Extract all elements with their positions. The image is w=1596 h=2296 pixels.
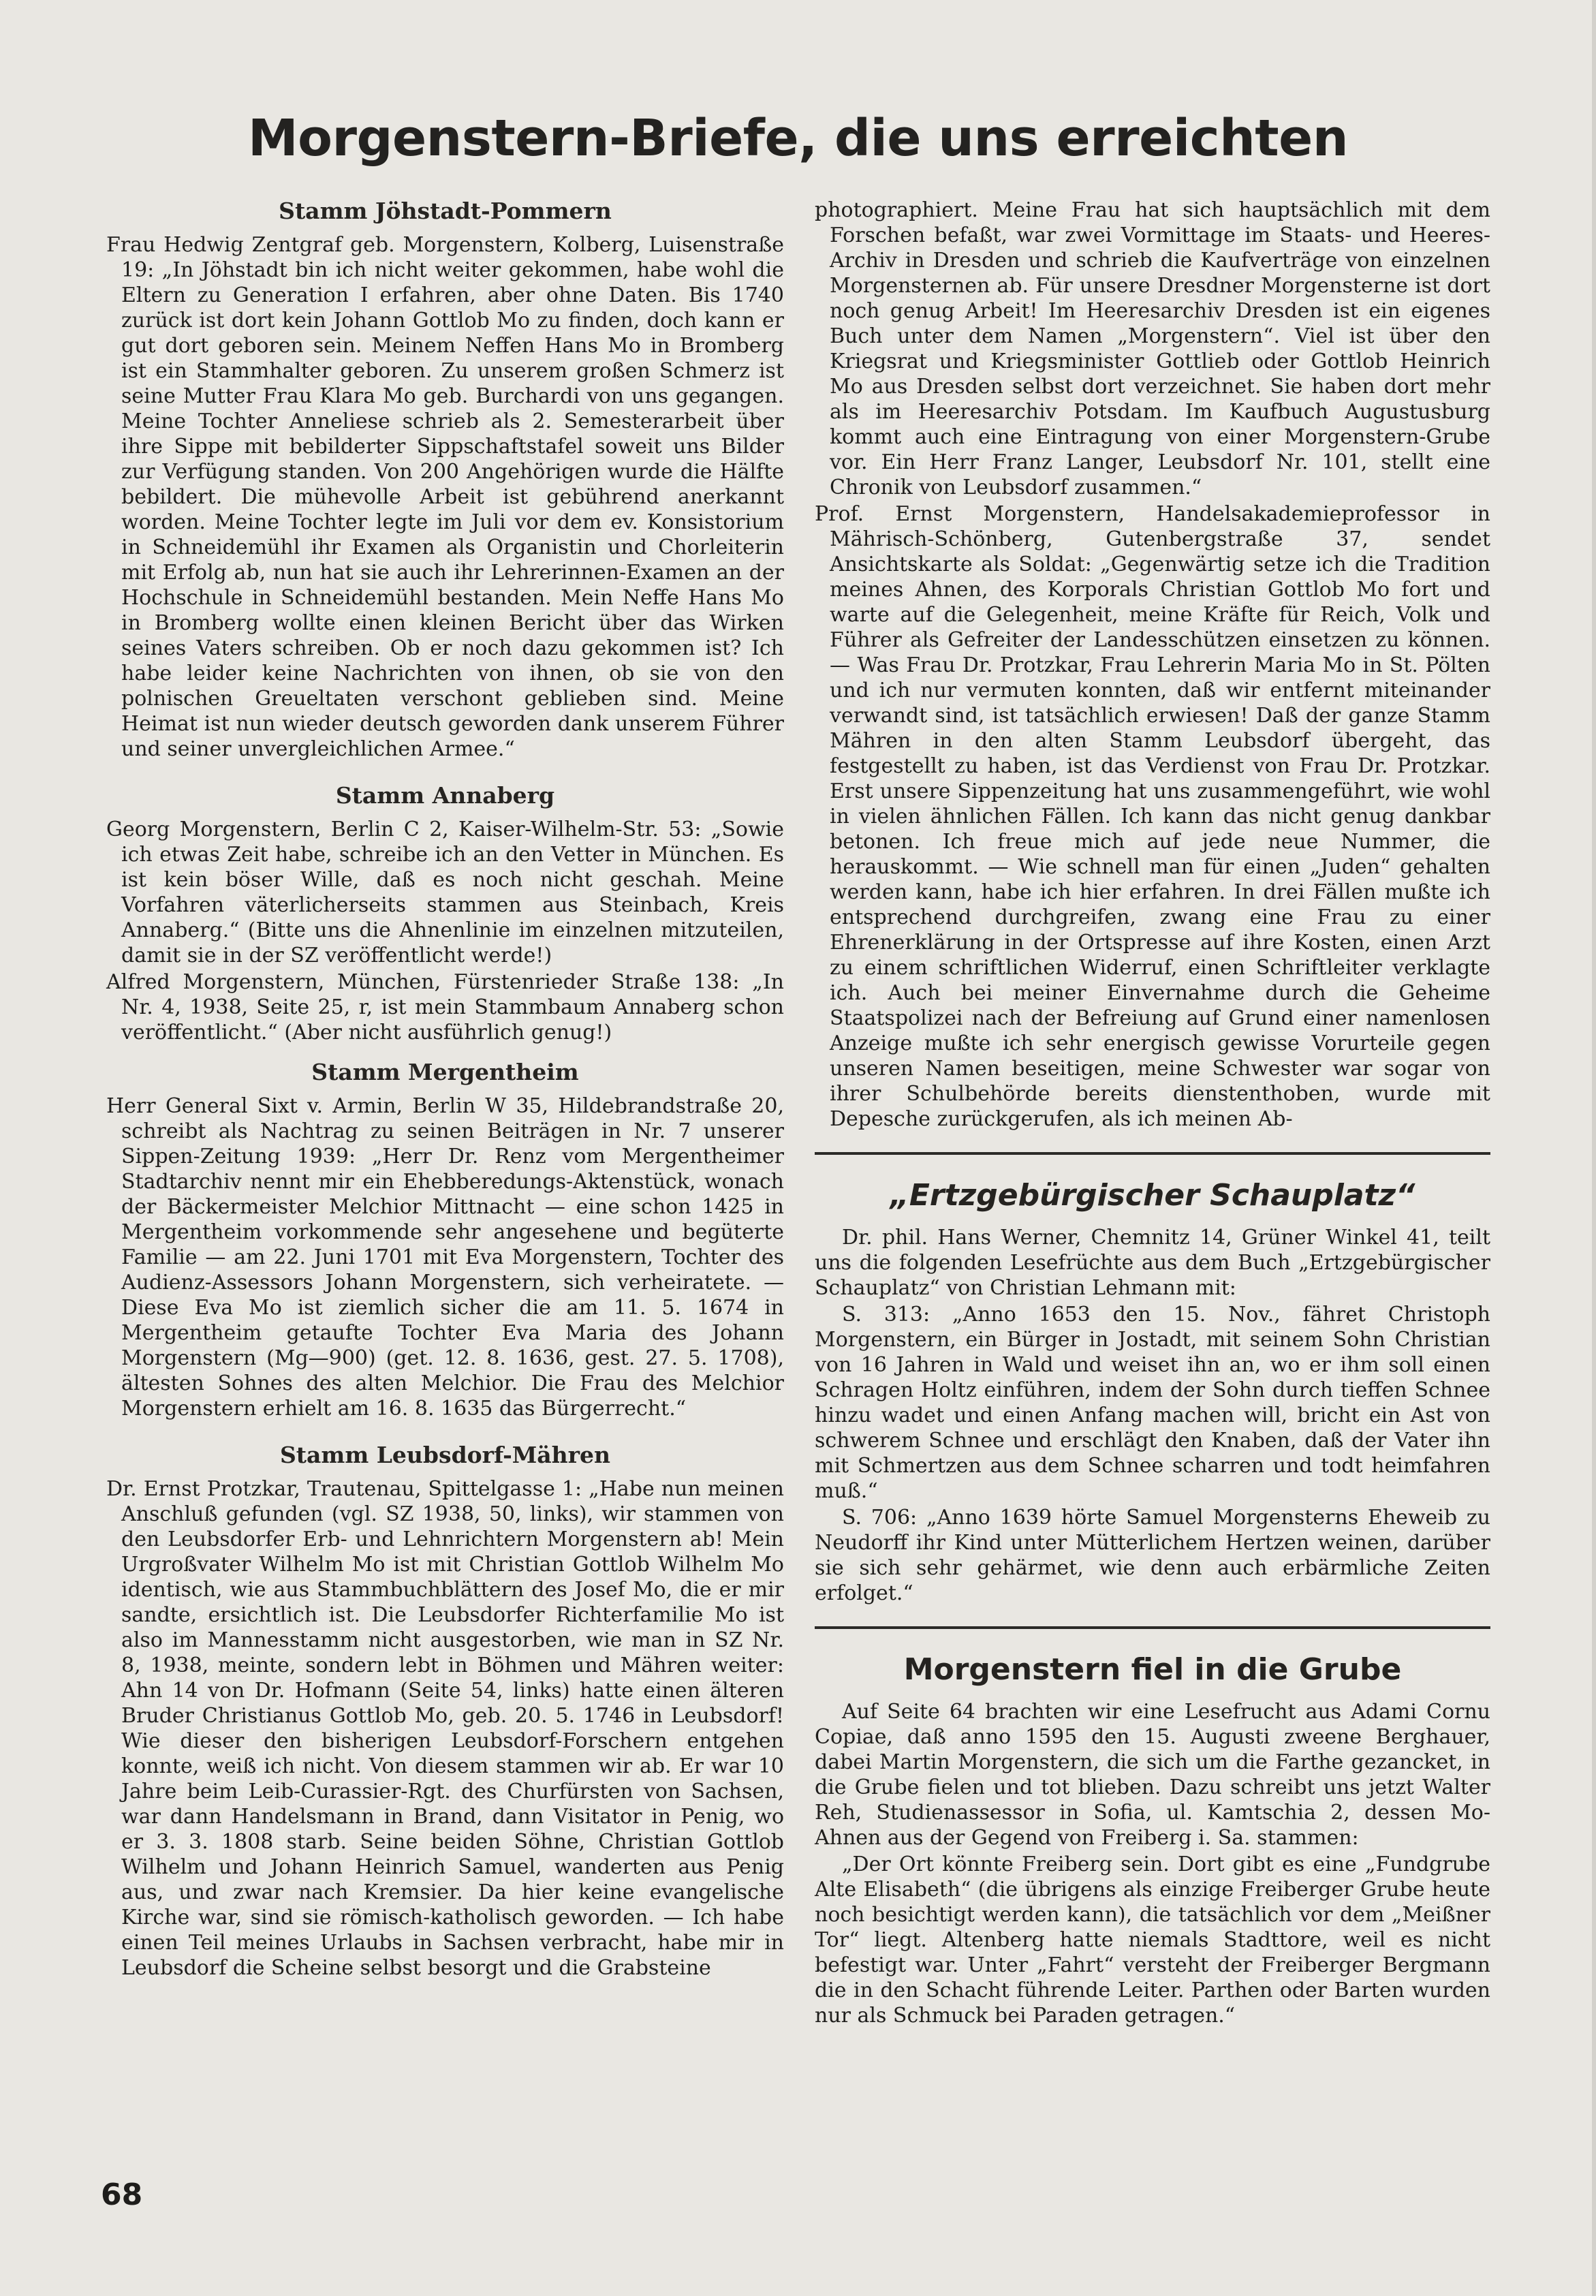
letter-prof-morgenstern: Prof. Ernst Morgenstern, Handelsakademieprofessor in Mährisch-Schönberg, Gutenbergstraße 37, sendet Ansichtskarte als Soldat: „Gegenwärtig setze ich die Tradition meines Ahnen, des Korporals Christian Gottlob Mo fort und warte auf die Gelegenheit, meine Kräfte für Reich, Volk und Führer als Gefreiter der Landesschützen einsetzen zu können. — Was Frau Dr. Protzkar, Frau Lehrerin Maria Mo in St. Pölten und ich nur vermuten konnten, daß wir entfernt miteinander verwandt sind, ist tatsächlich erwiesen! Daß der ganze Stamm Mähren in den alten Stamm Leubsdorf übergeht, das festgestellt zu haben, ist das Verdienst von Frau Dr. Protzkar. Erst unsere Sippenzeitung hat uns zusammengeführt, wie wohl in vielen ähnlichen Fällen. Ich kann das nicht genug dankbar betonen. Ich freue mich auf jede neue Nummer, die herauskommt. — Wie schnell man für einen „Juden“ gehalten werden kann, habe ich hier erfahren. In drei Fällen mußte ich entsprechend durchgreifen, zwang eine Frau zu einer Ehrenerklärung in der Ortspresse auf ihre Kosten, einen Arzt zu einem schriftlichen Widerruf, einen Schriftleiter verklagte ich. Auch bei meiner Einvernahme durch die Geheime Staatspolizei nach der Befreiung auf Grund einer namenlosen Anzeige mußte ich sehr energisch gewisse Vorurteile gegen unseren Namen beseitigen, meine Schwester war sogar von ihrer Schulbehörde bereits dienstenthoben, wurde mit Depesche zurückgerufen, als ich meinen Ab- xyxy=(815,502,1490,1131)
letter-protzkar-continued: photographiert. Meine Frau hat sich hauptsächlich mit dem Forschen befaßt, war zwei Vormittage im Staats- und Heeres-Archiv in Dresden und schrieb die Kaufverträge von einzelnen Morgensternen ab. Für unsere Dresdner Morgensterne ist dort noch genug Arbeit! Im Heeresarchiv Dresden ist ein eigenes Buch unter dem Namen „Morgenstern“. Viel ist über den Kriegsrat und Kriegsminister Gottlieb oder Gottlob Heinrich Mo aus Dresden selbst dort verzeichnet. Sie haben dort mehr als im Heeresarchiv Potsdam. Im Kaufbuch Augustusburg kommt auch eine Eintragung von einer Morgenstern-Grube vor. Ein Herr Franz Langer, Leubsdorf Nr. 101, stellt eine Chronik von Leubsdorf zusammen.“ xyxy=(815,198,1490,499)
page-title: Morgenstern-Briefe, die uns erreichten xyxy=(248,109,1348,168)
box-schauplatz-paragraph: S. 313: „Anno 1653 den 15. Nov., fähret Christoph Morgenstern, ein Bürger in Jostadt, mit seinem Sohn Christian von 16 Jahren in Wald und weiset ihn an, wo er ihm soll einen Schragen Holtz einführen, indem der Sohn durch tieffen Schnee hinzu wadet und einen Anfang machen will, bricht ein Ast von schwerem Schnee und erschlägt den Knaben, daß der Vater ihn mit Schmertzen aus dem Schnee scharren und todt heimfahren muß.“ xyxy=(815,1303,1490,1503)
letter-georg-morgenstern: Georg Morgenstern, Berlin C 2, Kaiser-Wilhelm-Str. 53: „Sowie ich etwas Zeit habe, schreibe ich an den Vetter in München. Es ist kein böser Wille, daß es noch nicht geschah. Meine Vorfahren väterlicherseits stammen aus Steinbach, Kreis Annaberg.“ (Bitte uns die Ahnenlinie im einzelnen mitzuteilen, damit sie in der SZ veröffentlicht werde!) xyxy=(106,818,784,967)
section-heading-joehstadt: Stamm Jöhstadt-Pommern xyxy=(279,198,612,224)
letter-protzkar: Dr. Ernst Protzkar, Trautenau, Spittelgasse 1: „Habe nun meinen Anschluß gefunden (vgl. SZ 1938, 50, links), wir stammen von den Leubsdorfer Erb- und Lehnrichtern Morgenstern ab! Mein Urgroßvater Wilhelm Mo ist mit Christian Gottlob Wilhelm Mo identisch, wie aus Stammbuchblättern des Josef Mo, die er mir sandte, ersichtlich ist. Die Leubsdorfer Richterfamilie Mo ist also im Mannesstamm nicht ausgestorben, wie man in SZ Nr. 8, 1938, meinte, sondern lebt in Böhmen und Mähren weiter: Ahn 14 von Dr. Hofmann (Seite 54, links) hatte einen älteren Bruder Christianus Gottlob Mo, geb. 20. 5. 1746 in Leubsdorf! Wie dieser den bisherigen Leubsdorf-Forschern entgehen konnte, weiß ich nicht. Von diesem stammen wir ab. Er war 10 Jahre beim Leib-Curassier-Rgt. des Churfürsten von Sachsen, war dann Handelsmann in Brand, dann Visitator in Penig, wo er 3. 3. 1808 starb. Seine beiden Söhne, Christian Gottlob Wilhelm und Johann Heinrich Samuel, wanderten aus Penig aus, und zwar nach Kremsier. Da hier keine evangelische Kirche war, sind sie römisch-katholisch geworden. — Ich habe einen Teil meines Urlaubs in Sachsen verbracht, habe mir in Leubsdorf die Scheine selbst besorgt und die Grabsteine xyxy=(106,1477,784,1980)
letter-alfred-morgenstern: Alfred Morgenstern, München, Fürstenrieder Straße 138: „In Nr. 4, 1938, Seite 25, r, ist mein Stammbaum Annaberg schon veröffentlicht.“ (Aber nicht ausführlich genug!) xyxy=(106,970,784,1044)
section-heading-leubsdorf: Stamm Leubsdorf-Mähren xyxy=(279,1442,611,1468)
right-column xyxy=(815,198,1490,2028)
box-title-schauplatz: „Ertzgebürgischer Schauplatz“ xyxy=(890,1178,1415,1213)
section-divider xyxy=(815,1152,1490,1155)
box-title-grube: Morgenstern fiel in die Grube xyxy=(903,1652,1402,1687)
left-column xyxy=(106,198,784,1981)
section-heading-annaberg: Stamm Annaberg xyxy=(335,782,555,809)
section-heading-mergentheim: Stamm Mergentheim xyxy=(311,1059,579,1085)
page-number: 68 xyxy=(101,2177,143,2212)
box-grube-paragraph: „Der Ort könnte Freiberg sein. Dort gibt es eine „Fundgrube Alte Elisabeth“ (die übrigens als einzige Freiberger Grube heute noch besichtigt werden kann), die tatsächlich vor dem „Meißner Tor“ liegt. Altenberg hatte niemals Stadttore, weil es nicht befestigt war. Unter „Fahrt“ versteht der Freiberger Bergmann die in den Schacht führende Leiter. Parthen oder Barten wurden nur als Schmuck bei Paraden getragen.“ xyxy=(815,1852,1490,2028)
box-grube xyxy=(815,1652,1490,2028)
box-grube-paragraph: Auf Seite 64 brachten wir eine Lesefrucht aus Adami Cornu Copiae, daß anno 1595 den 15. Augusti zweene Berghauer, dabei Martin Morgenstern, die sich um die Farthe gezancket, in die Grube fielen und tot blieben. Dazu schreibt uns jetzt Walter Reh, Studienassessor in Sofia, ul. Kamtschia 2, dessen Mo-Ahnen aus der Gegend von Freiberg i. Sa. stammen: xyxy=(815,1700,1490,1850)
section-divider xyxy=(815,1626,1490,1629)
letter-zentgraf: Frau Hedwig Zentgraf geb. Morgenstern, Kolberg, Luisenstraße 19: „In Jöhstadt bin ich nicht weiter gekommen, habe wohl die Eltern zu Generation I erfahren, aber ohne Daten. Bis 1740 zurück ist dort kein Johann Gottlob Mo zu finden, doch kann er gut dort geboren sein. Meinem Neffen Hans Mo in Bromberg ist ein Stammhalter geboren. Zu unserem großen Schmerz ist seine Mutter Frau Klara Mo geb. Burchardi von uns gegangen. Meine Tochter Anneliese schrieb als 2. Semesterarbeit über ihre Sippe mit bebilderter Sippschaftstafel soweit uns Bilder zur Verfügung standen. Von 200 Angehörigen wurde die Hälfte bebildert. Die mühevolle Arbeit ist gebührend anerkannt worden. Meine Tochter legte im Juli vor dem ev. Konsistorium in Schneidemühl ihr Examen als Organistin und Chorleiterin mit Erfolg ab, nun hat sie auch ihr Lehrerinnen-Examen an der Hochschule in Schneidemühl bestanden. Mein Neffe Hans Mo in Bromberg wollte einen kleinen Bericht über das Wirken seines Vaters schreiben. Ob er noch dazu gekommen ist? Ich habe leider keine Nachrichten von ihnen, ob sie von den polnischen Greueltaten verschont geblieben sind. Meine Heimat ist nun wieder deutsch geworden dank unserem Führer und seiner unvergleichlichen Armee.“ xyxy=(106,233,784,761)
letter-sixt-v-armin: Herr General Sixt v. Armin, Berlin W 35, Hildebrandstraße 20, schreibt als Nachtrag zu seinen Beiträgen in Nr. 7 unserer Sippen-Zeitung 1939: „Herr Dr. Renz vom Mergentheimer Stadtarchiv nennt mir ein Ehebberedungs-Aktenstück, wonach der Bäckermeister Melchior Mittnacht — eine schon 1425 in Mergentheim vorkommende sehr angesehene und begüterte Familie — am 22. Juni 1701 mit Eva Morgenstern, Tochter des Audienz-Assessors Johann Morgenstern, sich verheiratete. — Diese Eva Mo ist ziemlich sicher die am 11. 5. 1674 in Mergentheim getaufte Tochter Eva Maria des Johann Morgenstern (Mg—900) (get. 12. 8. 1636, gest. 27. 5. 1708), ältesten Sohnes des alten Melchior. Die Frau des Melchior Morgenstern erhielt am 16. 8. 1635 das Bürgerrecht.“ xyxy=(106,1094,784,1421)
box-schauplatz-paragraph: Dr. phil. Hans Werner, Chemnitz 14, Grüner Winkel 41, teilt uns die folgenden Lesefrüchte aus dem Buch „Ertzgebürgischer Schauplatz“ von Christian Lehmann mit: xyxy=(815,1226,1490,1300)
box-schauplatz xyxy=(815,1178,1490,1606)
page-edge xyxy=(1592,0,1596,2296)
box-schauplatz-paragraph: S. 706: „Anno 1639 hörte Samuel Morgensterns Eheweib zu Neudorff ihr Kind unter Mütterlichem Hertzen weinen, darüber sie sich sehr gehärmet, wie denn auch erbärmliche Zeiten erfolget.“ xyxy=(815,1506,1490,1605)
